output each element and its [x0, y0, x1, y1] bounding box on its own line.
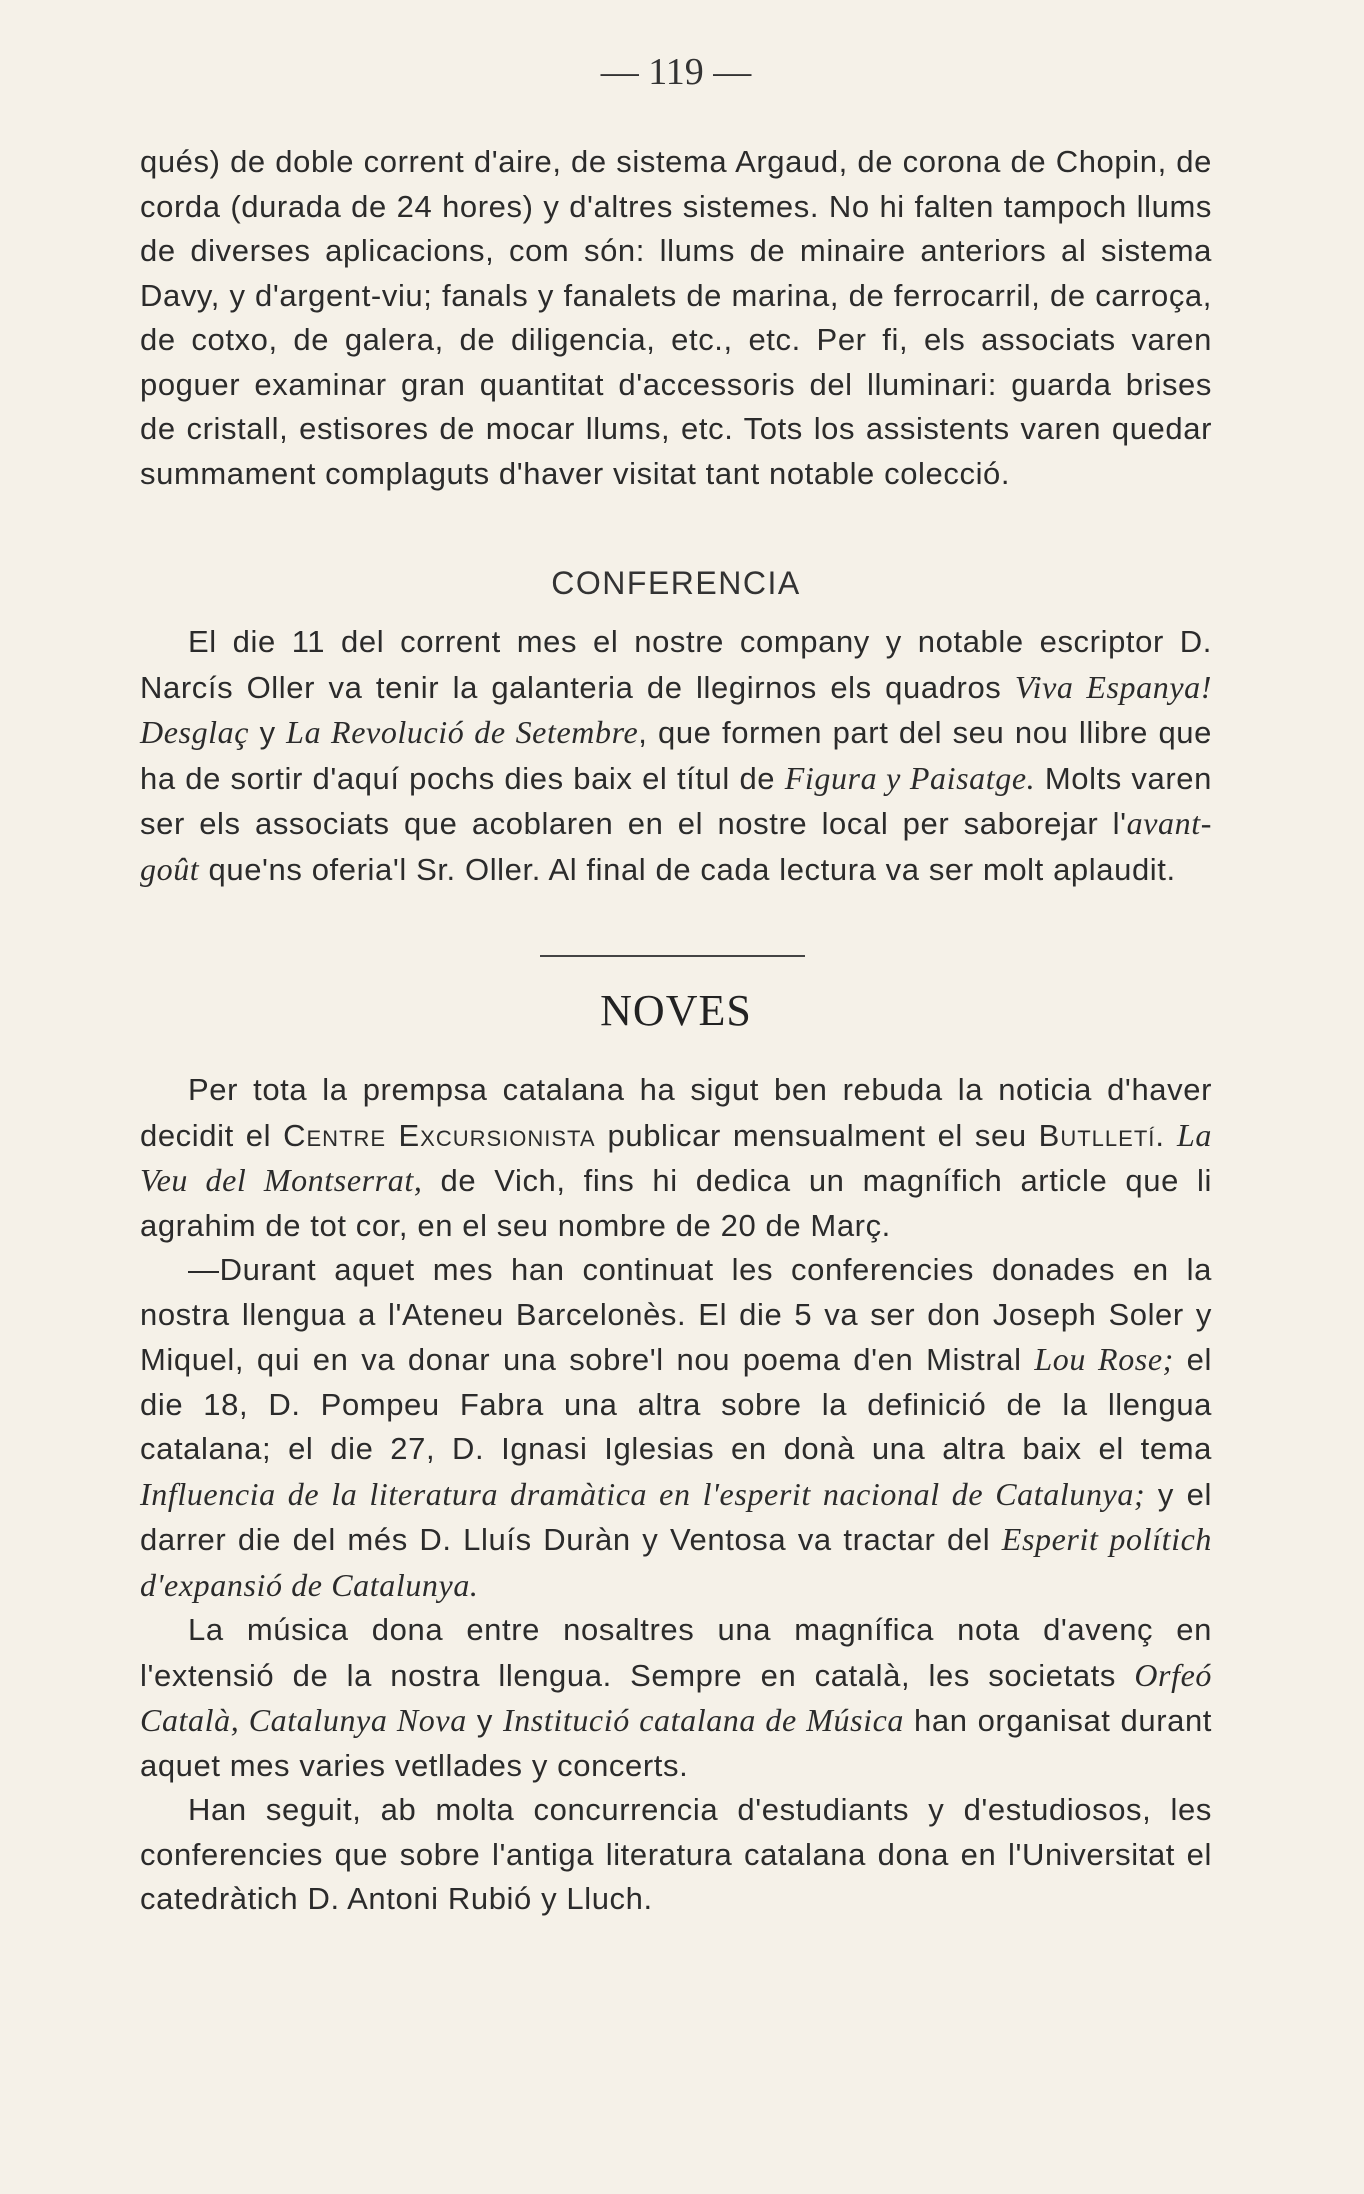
italic-title: Viva Espanya! Desglaç: [140, 668, 1212, 750]
book-page: [140, 0, 1212, 2194]
small-caps-name: Butlletí.: [1038, 1117, 1165, 1153]
italic-title: avant-goût: [140, 805, 1212, 887]
small-caps-name: Centre Excursionista: [283, 1117, 596, 1153]
italic-title: La Revolució de Setembre: [286, 714, 639, 750]
text-run: [1165, 1118, 1177, 1153]
section-heading-conferencia: CONFERENCIA: [551, 565, 801, 601]
noves-text-block: [140, 1068, 1212, 1922]
text-run: el die 18, D. Pompeu Fabra una altra sobre la definició de la llengua catalana; el die 27, D. Ignasi Iglesias en donà una altra baix el tema: [140, 1342, 1212, 1466]
italic-title: La Veu del Montserrat,: [140, 1116, 1212, 1198]
text-run: han organisat durant aquet mes varies vetllades y concerts.: [140, 1703, 1213, 1783]
text-run: que'ns oferia'l Sr. Oller. Al final de cada lectura va ser molt aplaudit.: [199, 851, 1176, 887]
text-run: La música dona entre nosaltres una magnífica nota d'avenç en l'extensió de la nostra llengua. Sempre en català, les societats: [140, 1612, 1212, 1693]
paragraph-continuation: qués) de doble corrent d'aire, de sistema Argaud, de corona de Chopin, de corda (durada de 24 hores) y d'altres sistemes. No hi falten tampoch llums de diverses aplicacions, com són: llums de minaire anteriors al sistema Davy, y d'argent-viu; fanals y fanalets de marina, de ferrocarril, de carroça, de cotxo, de galera, de diligencia, etc., etc. Per fi, els associats varen poguer examinar gran quantitat d'accessoris del lluminari: guarda brises de cristall, estisores de mocar llums, etc. Tots los assistents varen quedar summament complaguts d'haver visitat tant notable colecció.: [140, 144, 1212, 491]
text-run: y el darrer die del més D. Lluís Duràn y Ventosa va tractar del: [140, 1476, 1212, 1557]
noves-paragraph-4: Han seguit, ab molta concurrencia d'estudiants y d'estudiosos, les conferencies que sobre l'antiga literatura catalana dona en l'Universitat el catedràtich D. Antoni Rubió y Lluch.: [140, 1792, 1212, 1916]
continued-text-block: [140, 140, 1212, 496]
text-run: —Durant aquet mes han continuat les conferencies donades en la nostra llengua a l'Ateneu Barcelonès. El die 5 va ser don Joseph Soler y Miquel, qui en va donar una sobre'l nou poema d'en Mistral: [140, 1252, 1212, 1377]
conferencia-paragraph: [140, 620, 1212, 892]
text-run: Per tota la prempsa catalana ha sigut ben rebuda la noticia d'haver decidit el: [140, 1072, 1212, 1153]
italic-title: Orfeó Català, Catalunya Nova: [140, 1656, 1212, 1738]
page-number: — 119 —: [600, 51, 752, 93]
text-run: Molts varen ser els associats que acoblaren en el nostre local per saborejar l': [140, 760, 1212, 841]
text-run: y: [466, 1703, 503, 1738]
text-run: y: [249, 715, 287, 750]
section-heading-noves: NOVES: [600, 986, 752, 1035]
text-run: , que formen part del seu nou llibre que ha de sortir d'aquí pochs dies baix el títul de: [140, 715, 1212, 796]
text-run: El die 11 del corrent mes el nostre company y notable escriptor D. Narcís Oller va tenir la galanteria de llegirnos els quadros: [140, 624, 1212, 705]
text-run: de Vich, fins hi dedica un magnífich article que li agrahim de tot cor, en el seu nombre de 20 de Març.: [140, 1163, 1212, 1243]
italic-title: Institució catalana de Música: [502, 1702, 905, 1738]
italic-title: Lou Rose;: [1034, 1341, 1174, 1377]
italic-title: Figura y Paisatge.: [784, 759, 1036, 796]
text-run: publicar mensualment el seu: [595, 1117, 1039, 1153]
noves-paragraph-1: [140, 1068, 1212, 1248]
conferencia-text-block: [140, 620, 1212, 892]
noves-paragraph-3: [140, 1608, 1212, 1788]
section-divider-rule: [540, 955, 805, 957]
italic-title: Esperit polítich d'expansió de Catalunya.: [140, 1521, 1212, 1603]
noves-paragraph-2: [140, 1248, 1212, 1608]
italic-title: Influencia de la literatura dramàtica en l'esperit nacional de Catalunya;: [140, 1475, 1146, 1512]
